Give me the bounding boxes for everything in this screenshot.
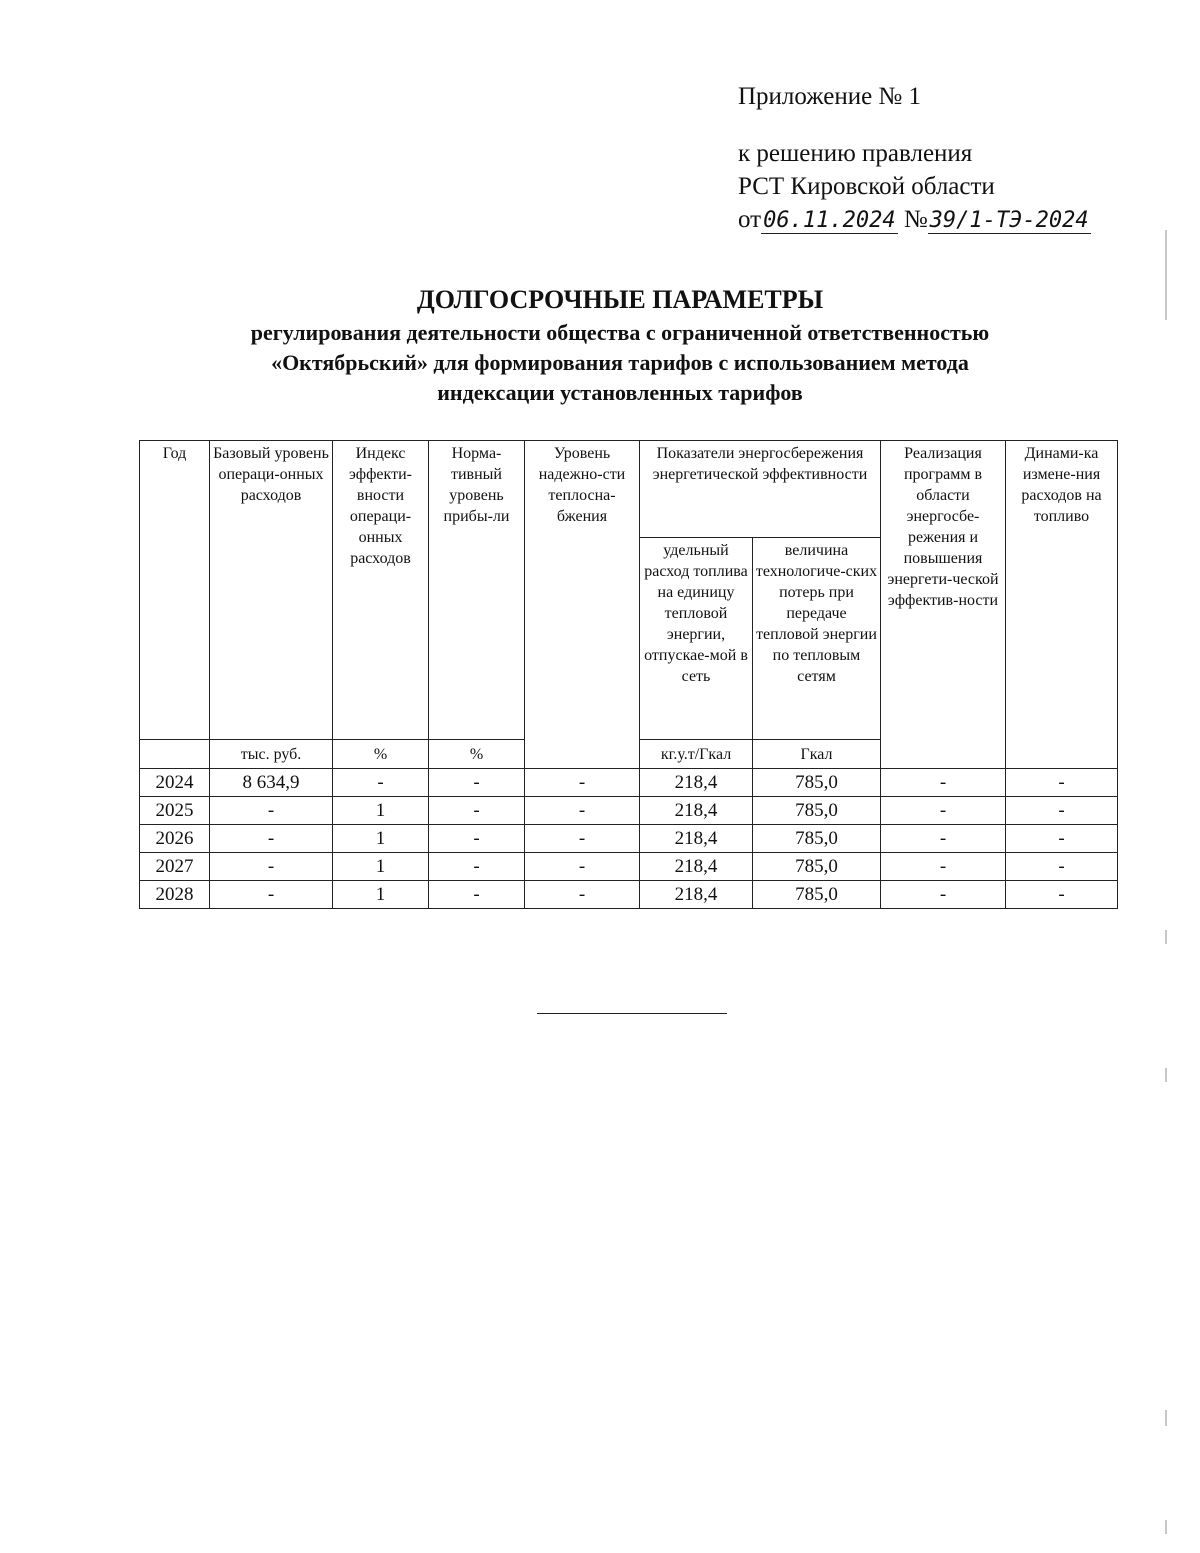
cell-reliability: - <box>525 825 640 853</box>
appendix-number: Приложение № 1 <box>738 83 922 110</box>
header-programs: Реализация программ в области энергосбе-режения и повышения энергети-ческой эффектив-ности <box>881 441 1006 769</box>
header-normative-profit: Норма-тивный уровень прибы-ли <box>429 441 525 740</box>
cell-base-opex: - <box>210 853 333 881</box>
cell-tech-losses: 785,0 <box>753 881 881 909</box>
decision-line-2: РСТ Кировской области <box>738 173 995 200</box>
scan-edge-mark <box>1165 230 1167 320</box>
cell-efficiency-index: - <box>333 769 429 797</box>
cell-efficiency-index: 1 <box>333 797 429 825</box>
cell-programs: - <box>881 853 1006 881</box>
header-tech-losses: величина технологиче-ских потерь при передаче тепловой энергии по тепловым сетям <box>753 538 881 740</box>
scan-edge-mark <box>1165 1520 1167 1534</box>
cell-base-opex: - <box>210 797 333 825</box>
end-divider <box>537 1013 727 1014</box>
cell-year: 2028 <box>140 881 210 909</box>
unit-fuel-rate: кг.у.т/Гкал <box>640 740 753 769</box>
unit-base-opex: тыс. руб. <box>210 740 333 769</box>
cell-year: 2025 <box>140 797 210 825</box>
cell-efficiency-index: 1 <box>333 881 429 909</box>
cell-fuel-rate: 218,4 <box>640 853 753 881</box>
cell-normative-profit: - <box>429 881 525 909</box>
cell-efficiency-index: 1 <box>333 825 429 853</box>
table-row <box>140 769 1118 797</box>
scan-edge-mark <box>1165 1068 1167 1082</box>
title-main: ДОЛГОСРОЧНЫЕ ПАРАМЕТРЫ <box>416 285 824 314</box>
cell-tech-losses: 785,0 <box>753 769 881 797</box>
cell-base-opex: 8 634,9 <box>210 769 333 797</box>
cell-fuel-dynamics: - <box>1006 769 1118 797</box>
unit-year <box>140 740 210 769</box>
cell-fuel-dynamics: - <box>1006 825 1118 853</box>
header-fuel-dynamics: Динами-ка измене-ния расходов на топливо <box>1006 441 1118 769</box>
title-line-2: «Октябрьский» для формирования тарифов с использованием метода <box>271 350 969 375</box>
cell-programs: - <box>881 797 1006 825</box>
cell-fuel-rate: 218,4 <box>640 797 753 825</box>
decision-line-1: к решению правления <box>738 140 973 167</box>
table-row <box>140 853 1118 881</box>
cell-programs: - <box>881 769 1006 797</box>
cell-tech-losses: 785,0 <box>753 797 881 825</box>
header-fuel-rate: удельный расход топлива на единицу тепловой энергии, отпускае-мой в сеть <box>640 538 753 740</box>
cell-reliability: - <box>525 797 640 825</box>
cell-base-opex: - <box>210 825 333 853</box>
table-row <box>140 825 1118 853</box>
header-year: Год <box>140 441 210 740</box>
cell-normative-profit: - <box>429 769 525 797</box>
cell-efficiency-index: 1 <box>333 853 429 881</box>
scan-edge-mark <box>1165 930 1167 944</box>
title-line-3: индексации установленных тарифов <box>437 380 803 405</box>
cell-fuel-dynamics: - <box>1006 797 1118 825</box>
title-line-1: регулирования деятельности общества с ограниченной ответственностью <box>250 320 990 345</box>
table-row <box>140 881 1118 909</box>
number-prefix: № <box>903 206 928 233</box>
cell-reliability: - <box>525 881 640 909</box>
decision-number: 39/1-ТЭ-2024 <box>929 208 1089 233</box>
cell-fuel-rate: 218,4 <box>640 881 753 909</box>
cell-fuel-rate: 218,4 <box>640 825 753 853</box>
cell-reliability: - <box>525 769 640 797</box>
appendix-header <box>738 80 1091 236</box>
date-prefix: от <box>738 206 762 233</box>
spacer <box>738 113 1091 137</box>
header-efficiency-index: Индекс эффекти-вности операци-онных расходов <box>333 441 429 740</box>
cell-year: 2026 <box>140 825 210 853</box>
header-base-opex: Базовый уровень операци-онных расходов <box>210 441 333 740</box>
cell-normative-profit: - <box>429 797 525 825</box>
cell-year: 2024 <box>140 769 210 797</box>
cell-base-opex: - <box>210 881 333 909</box>
header-energy-group: Показатели энергосбережения энергетической эффективности <box>640 441 881 538</box>
cell-programs: - <box>881 825 1006 853</box>
cell-tech-losses: 785,0 <box>753 853 881 881</box>
document-title <box>130 282 1110 408</box>
header-reliability: Уровень надежно-сти теплосна-бжения <box>525 441 640 769</box>
cell-fuel-dynamics: - <box>1006 881 1118 909</box>
decision-date-line <box>738 203 1091 236</box>
unit-efficiency-index: % <box>333 740 429 769</box>
unit-tech-losses: Гкал <box>753 740 881 769</box>
unit-normative-profit: % <box>429 740 525 769</box>
parameters-table <box>139 440 1118 909</box>
cell-tech-losses: 785,0 <box>753 825 881 853</box>
table-row <box>140 797 1118 825</box>
cell-normative-profit: - <box>429 853 525 881</box>
cell-year: 2027 <box>140 853 210 881</box>
cell-reliability: - <box>525 853 640 881</box>
scan-edge-mark <box>1165 1410 1167 1426</box>
cell-fuel-dynamics: - <box>1006 853 1118 881</box>
cell-fuel-rate: 218,4 <box>640 769 753 797</box>
cell-programs: - <box>881 881 1006 909</box>
decision-date: 06.11.2024 <box>763 208 896 233</box>
cell-normative-profit: - <box>429 825 525 853</box>
